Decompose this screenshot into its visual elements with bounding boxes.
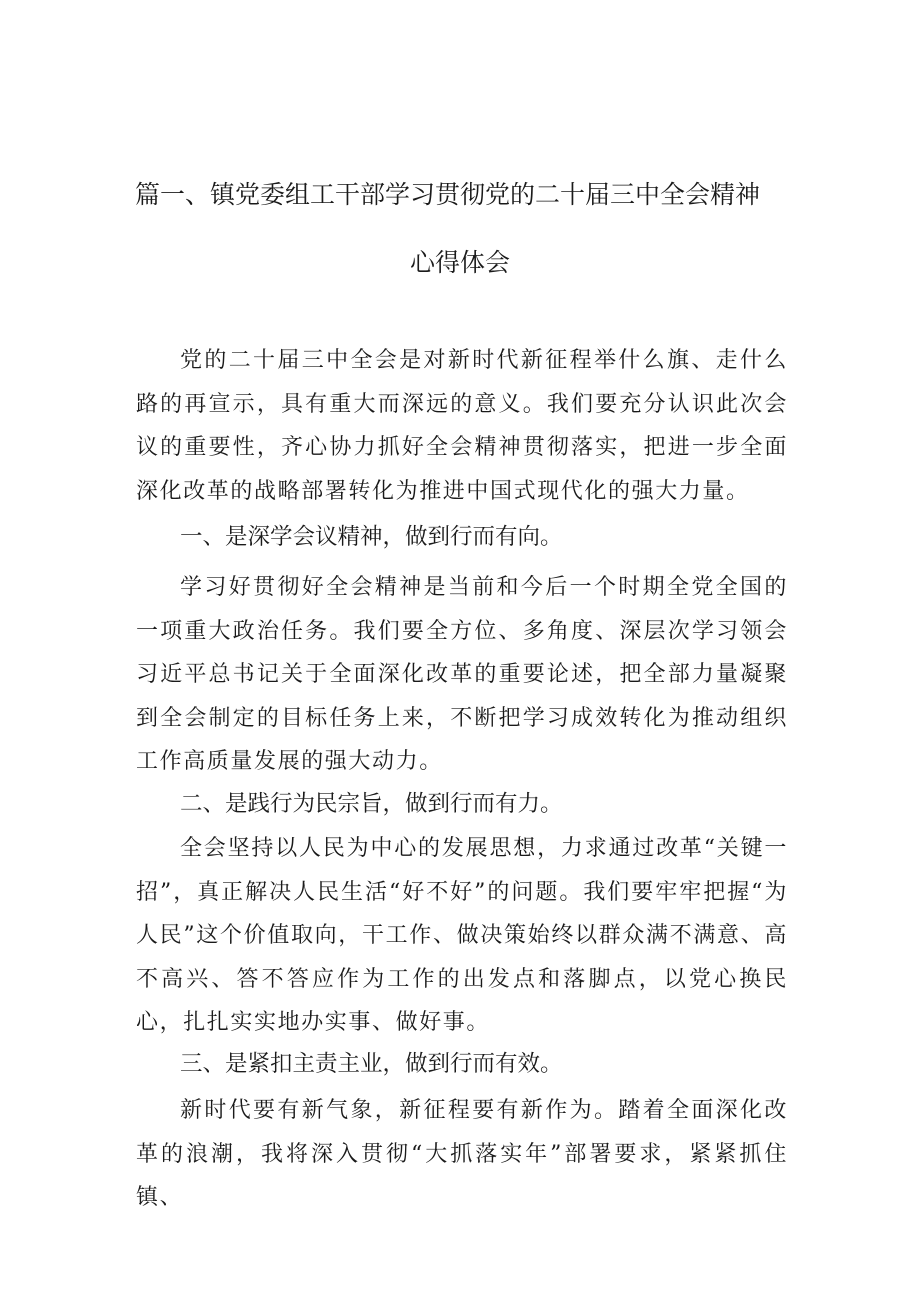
- paragraph-section-1: 学习好贯彻好全会精神是当前和今后一个时期全党全国的一项重大政治任务。我们要全方位、多角度、深层次学习领会习近平总书记关于全面深化改革的重要论述，把全部力量凝聚到全会制定的目标任务上来，不断把学习成效转化为推动组织工作高质量发展的强大动力。: [136, 575, 788, 774]
- section-heading-2: 二、是践行为民宗旨，做到行而有力。: [180, 791, 563, 817]
- section-heading-3: 三、是紧扣主责主业，做到行而有效。: [180, 1051, 563, 1077]
- paragraph-intro: 党的二十届三中全会是对新时代新征程举什么旗、走什么路的再宣示，具有重大而深远的意义。我们要充分认识此次会议的重要性，齐心协力抓好全会精神贯彻落实，把进一步全面深化改革的战略部署转化为推进中国式现代化的强大力量。: [136, 348, 788, 504]
- paragraph-section-3: 新时代要有新气象，新征程要有新作为。踏着全面深化改革的浪潮，我将深入贯彻“大抓落实年”部署要求，紧紧抓住镇、: [136, 1098, 788, 1210]
- paragraph-section-2: 全会坚持以人民为中心的发展思想，力求通过改革“关键一招”，真正解决人民生活“好不好”的问题。我们要牢牢把握“为人民”这个价值取向，干工作、做决策始终以群众满不满意、高不高兴、答不答应作为工作的出发点和落脚点，以党心换民心，扎扎实实地办实事、做好事。: [136, 836, 788, 1035]
- document-title-line-1: 篇一、镇党委组工干部学习贯彻党的二十届三中全会精神: [135, 180, 761, 209]
- document-title-line-2: 心得体会: [409, 248, 510, 277]
- section-heading-1: 一、是深学会议精神，做到行而有向。: [180, 524, 563, 550]
